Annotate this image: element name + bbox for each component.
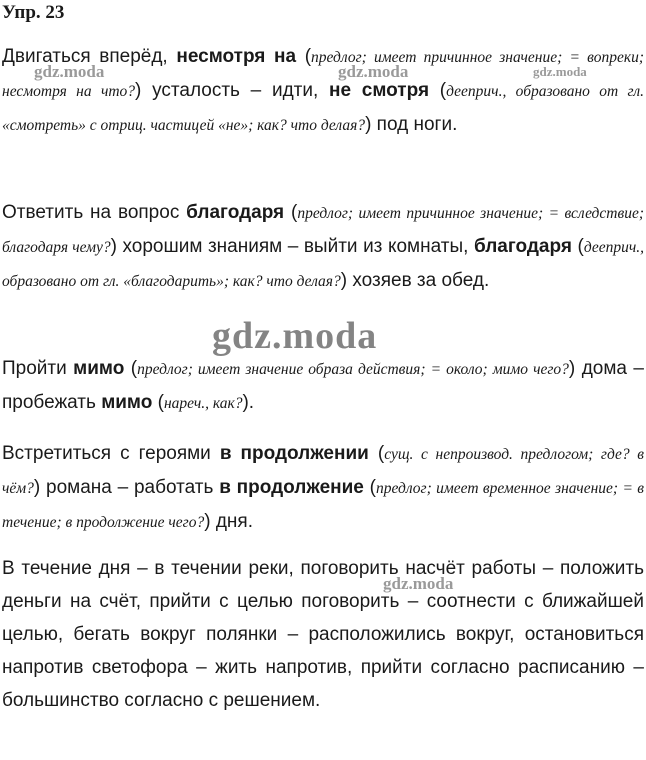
text-segment: (	[284, 202, 298, 223]
text-segment: ).	[242, 392, 255, 413]
key-word: не смотря	[329, 80, 430, 101]
text-segment: ) хозяев за обед.	[340, 270, 490, 291]
key-word: несмотря на	[176, 46, 297, 67]
grammar-note: дееприч., образовано от гл. «смотреть» с отриц. частицей «не»; как? что делая?	[2, 83, 645, 134]
text-segment: (	[429, 80, 447, 101]
text-segment: ) дня.	[204, 511, 253, 532]
exercise-title: Упр. 23	[2, 2, 65, 23]
key-word: мимо	[73, 358, 125, 379]
text-segment: Двигаться вперёд,	[2, 46, 177, 67]
watermark: gdz.moda	[338, 62, 409, 81]
text-segment: В течение дня – в течении реки, поговорить насчёт работы – положить деньги на счёт, прийти с целью поговорить – соотнести с ближайшей целью, бегать вокруг полянки – расположились вокруг, остановиться напротив светофора – жить напротив, прийти согласно расписанию – большинство согласно с решением.	[2, 558, 644, 711]
text-segment: ) романа – работать	[33, 477, 220, 498]
grammar-note: дееприч., образовано от гл. «благодарить»; как? что делая?	[2, 239, 645, 290]
key-word: в продолжении	[219, 443, 369, 464]
grammar-note: предлог; имеет причинное значение; = вопреки; несмотря на что?	[2, 49, 644, 100]
paragraph-1	[2, 40, 644, 142]
grammar-note: предлог; имеет причинное значение; = вследствие; благодаря чему?	[2, 205, 644, 256]
grammar-note: предлог; имеет значение образа действия; = около; мимо чего?	[137, 361, 569, 378]
text-segment: (	[124, 358, 138, 379]
key-word: в продолжение	[219, 477, 364, 498]
watermark-large: gdz.moda	[212, 315, 378, 357]
key-word: благодаря	[186, 202, 285, 223]
key-word: мимо	[101, 392, 153, 413]
text-segment: (	[368, 443, 385, 464]
text-segment: (	[363, 477, 376, 498]
paragraph-3	[2, 352, 644, 420]
text-segment: ) под ноги.	[365, 114, 458, 135]
text-segment: ) усталость – идти,	[135, 80, 330, 101]
grammar-note: предлог; имеет временное значение; = в течение; в продолжение чего?	[2, 480, 645, 531]
text-segment: Пройти	[2, 358, 74, 379]
watermark: gdz.moda	[34, 62, 105, 81]
text-segment: Ответить на вопрос	[2, 202, 187, 223]
watermark: gdz.moda	[383, 574, 454, 593]
paragraph-2	[2, 196, 644, 298]
grammar-note: нареч., как?	[163, 395, 243, 412]
text-segment: (	[571, 236, 584, 257]
watermark: gdz.moda	[533, 64, 587, 79]
text-segment: (	[152, 392, 164, 413]
text-segment: ) дома – пробежать	[2, 358, 645, 413]
paragraph-5	[2, 552, 644, 717]
text-segment: (	[296, 46, 312, 67]
grammar-note: сущ. с непроизвод. предлогом; где? в чём?	[2, 446, 644, 497]
text-segment: Встретиться с героями	[2, 443, 220, 464]
paragraph-4	[2, 437, 644, 539]
text-segment: ) хорошим знаниям – выйти из комнаты,	[110, 236, 474, 257]
key-word: благодаря	[473, 236, 572, 257]
